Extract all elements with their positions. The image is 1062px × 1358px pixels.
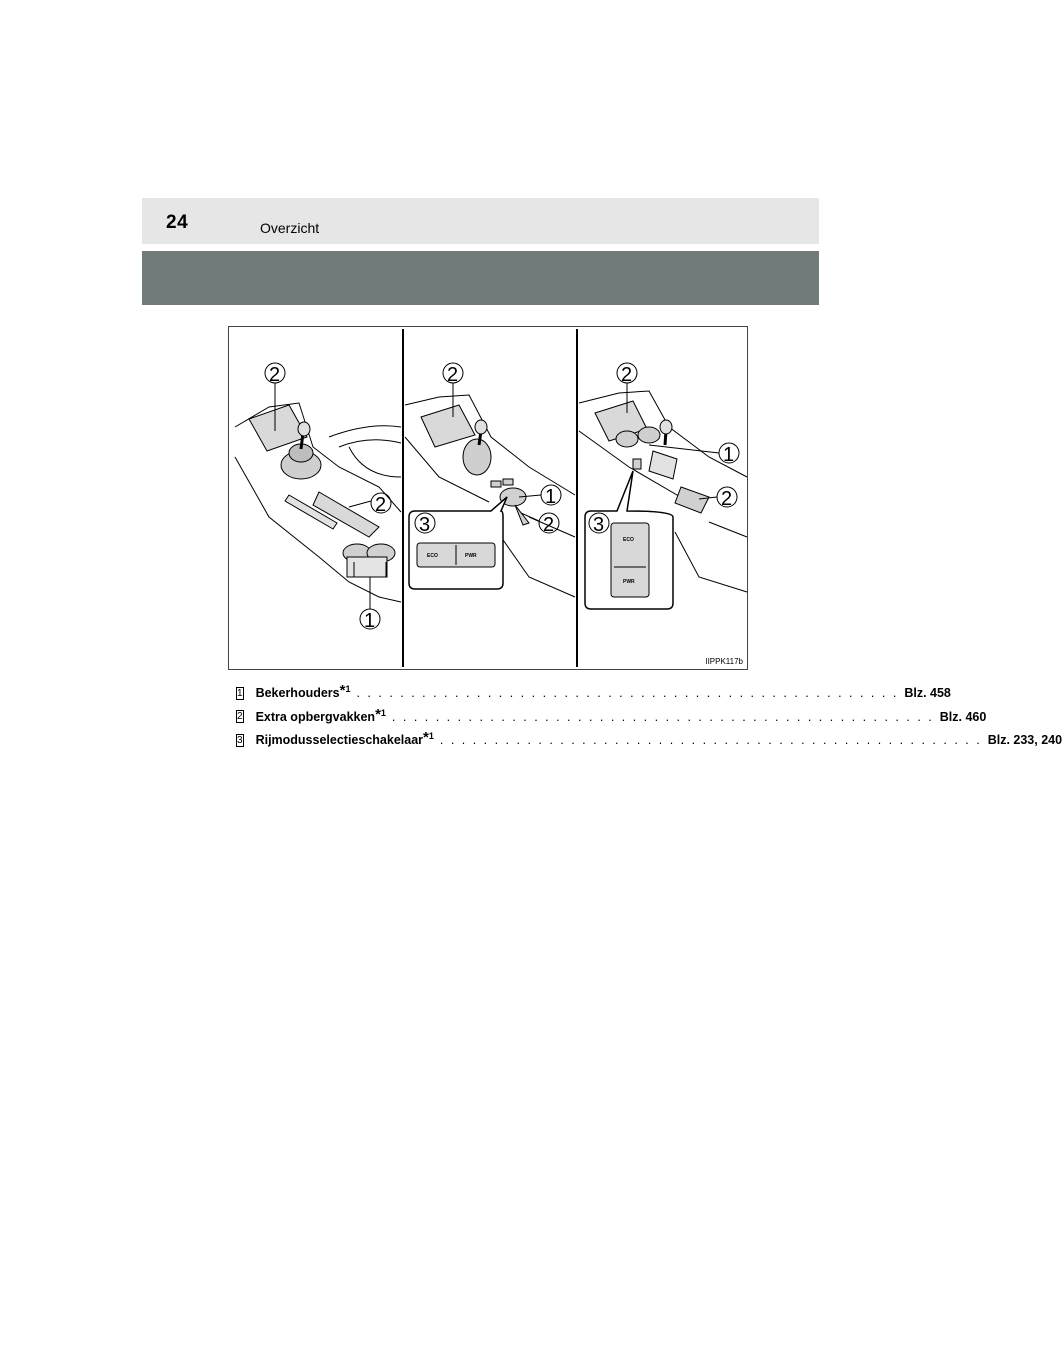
panel-2-console	[405, 363, 575, 597]
panel-2-callout-3: 3	[419, 514, 431, 536]
panel-2-callout-2: 2	[447, 364, 459, 386]
panel-1-callout-2b: 2	[375, 494, 387, 516]
legend-page-ref: Blz. 460	[939, 709, 987, 724]
illustration-drawing	[229, 327, 749, 671]
legend-label: Extra opbergvakken*$^1$	[255, 705, 386, 724]
panel-3-console	[579, 363, 747, 609]
panel-3-callout-3: 3	[593, 514, 605, 536]
console-illustration	[228, 326, 748, 670]
legend-label: Rijmodusselectieschakelaar*$^1$	[255, 729, 434, 747]
panel-3-eco-label: ECO	[623, 537, 634, 543]
legend-item	[236, 705, 987, 728]
panel-3-pwr-label: PWR	[623, 579, 635, 585]
legend-list	[236, 682, 1062, 753]
panel-1-console	[235, 363, 401, 632]
panel-2-eco-label: ECO	[427, 553, 438, 559]
panel-2-pwr-label: PWR	[465, 553, 477, 559]
leader-dots: . . . . . . . . . . . . . . . . . . . . . . . . . . . . . . . . . . . . . . . . . . . . . . . . . .	[356, 686, 899, 700]
title-band	[142, 251, 819, 305]
panel-3-callout-1: 1	[723, 444, 735, 466]
header-bar	[142, 198, 819, 244]
panel-3-callout-2: 2	[621, 364, 633, 386]
leader-dots: . . . . . . . . . . . . . . . . . . . . . . . . . . . . . . . . . . . . . . . . . . . . . . . . . .	[391, 709, 934, 724]
legend-label: Bekerhouders*$^1$	[255, 682, 351, 700]
panel-2-callout-2b: 2	[543, 514, 555, 536]
legend-number: 1	[237, 687, 243, 699]
leader-dots: . . . . . . . . . . . . . . . . . . . . . . . . . . . . . . . . . . . . . . . . . . . . . . . . . .	[439, 733, 982, 747]
panel-1-callout-2: 2	[269, 364, 281, 386]
figure-code: IIPPK117b	[705, 657, 743, 666]
legend-page-ref: Blz. 458	[904, 686, 951, 700]
section-title: Overzicht	[260, 220, 320, 236]
page-number: 24	[166, 212, 189, 233]
legend-number: 2	[237, 711, 243, 722]
legend-number: 3	[237, 734, 243, 746]
panel-1-callout-1: 1	[364, 610, 376, 632]
legend-item	[236, 682, 951, 704]
legend-item	[236, 729, 1062, 751]
legend-page-ref: Blz. 233, 240	[987, 733, 1062, 747]
panel-2-callout-1: 1	[545, 486, 557, 508]
panel-3-callout-2b: 2	[721, 488, 733, 510]
